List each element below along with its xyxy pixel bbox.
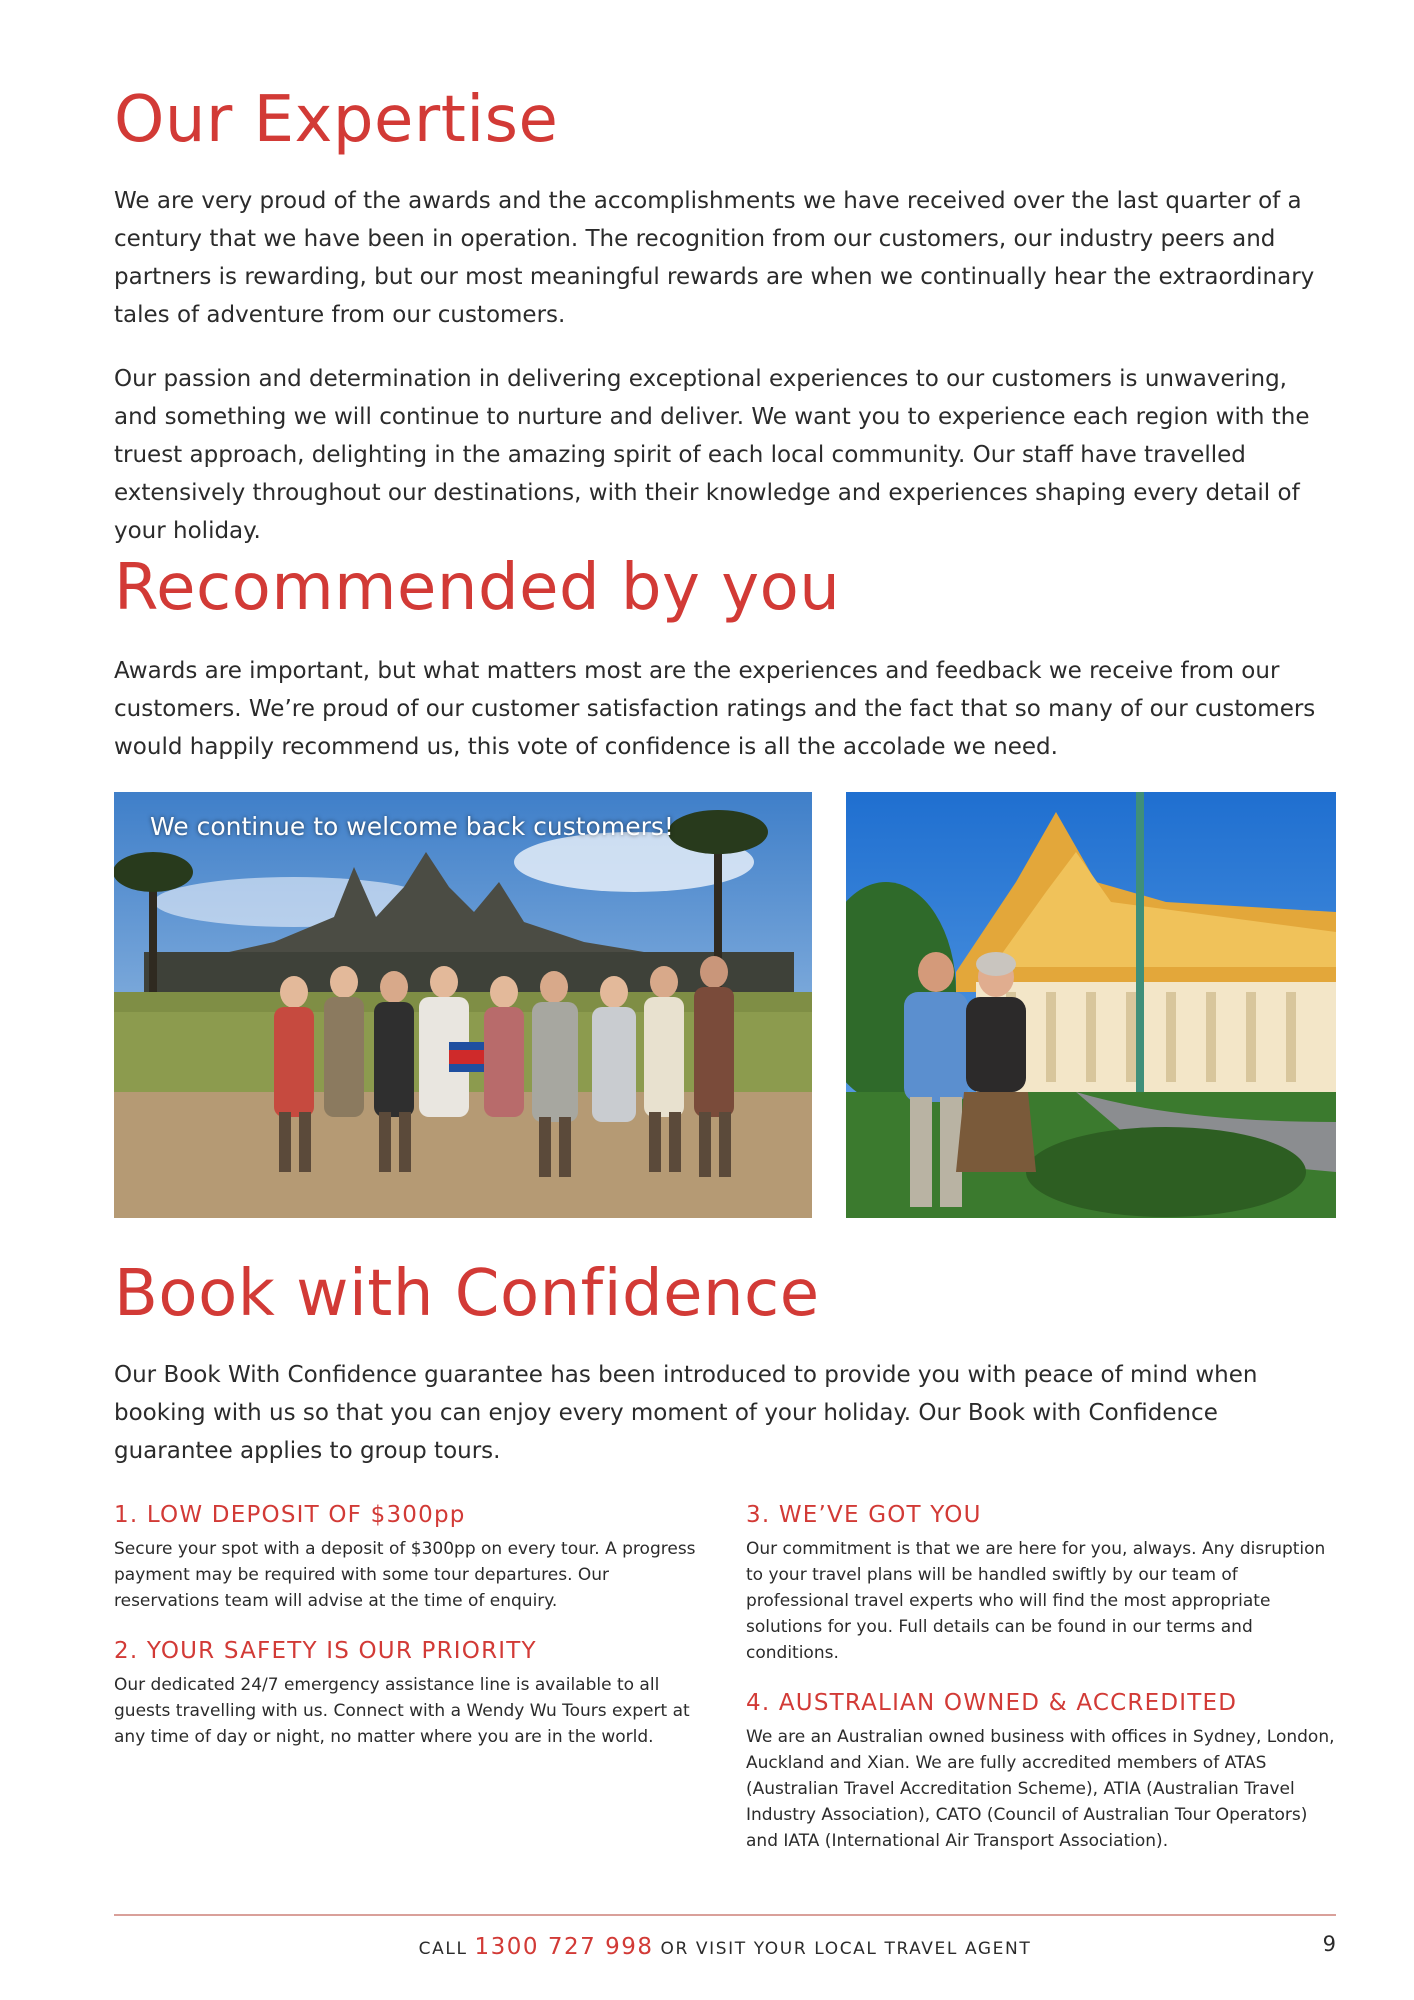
expertise-paragraph-2: Our passion and determination in delivering exceptional experiences to our customers is unwavering, and something we will continue to nurture and deliver. We want you to experience each region with the truest approach, delighting in the amazing spirit of each local community. Our staff have travelled extensively throughout our destinations, with their knowledge and experiences shaping every detail of your holiday.	[114, 366, 1310, 544]
footer-visit-label: OR VISIT YOUR LOCAL TRAVEL AGENT	[660, 1939, 1032, 1959]
footer-contact	[114, 1934, 1336, 1960]
guarantee-1-text: Secure your spot with a deposit of $300pp on every tour. A progress payment may be required with some tour departures. Our reservations team will advise at the time of enquiry.	[114, 1539, 696, 1611]
heading-book-with-confidence: Book with Confidence	[114, 1257, 820, 1331]
footer-call-label: CALL	[418, 1939, 468, 1959]
couple-palace-photo	[846, 792, 1336, 1218]
confidence-paragraph: Our Book With Confidence guarantee has been introduced to provide you with peace of mind when booking with us so that you can enjoy every moment of your holiday. Our Book with Confidence guarantee applies to group tours.	[114, 1362, 1258, 1464]
guarantee-column-left	[114, 1500, 704, 1772]
guarantee-4-text: We are an Australian owned business with offices in Sydney, London, Auckland and Xian. We are fully accredited members of ATAS (Australian Travel Accreditation Scheme), ATIA (Australian Travel Industry Association), CATO (Council of Australian Tour Operators) and IATA (International Air Transport Association).	[746, 1727, 1335, 1851]
couple-palace-photo-image	[846, 792, 1336, 1218]
guarantee-1-title: 1. LOW DEPOSIT OF $300pp	[114, 1502, 466, 1528]
recommended-paragraph: Awards are important, but what matters most are the experiences and feedback we receive from our customers. We’re proud of our customer satisfaction ratings and the fact that so many of our customers would happily recommend us, this vote of confidence is all the accolade we need.	[114, 658, 1316, 760]
footer-divider	[114, 1914, 1336, 1916]
brochure-page	[114, 0, 1336, 2000]
heading-our-expertise: Our Expertise	[114, 83, 559, 157]
guarantee-column-right	[746, 1500, 1336, 1876]
guarantee-3-title: 3. WE’VE GOT YOU	[746, 1502, 982, 1528]
footer-phone-number[interactable]: 1300 727 998	[474, 1934, 654, 1960]
group-tour-photo-image	[114, 792, 812, 1218]
group-tour-photo	[114, 792, 812, 1218]
guarantee-2-title: 2. YOUR SAFETY IS OUR PRIORITY	[114, 1638, 537, 1664]
guarantee-3-text: Our commitment is that we are here for you, always. Any disruption to your travel plans will be handled swiftly by our team of professional travel experts who will find the most appropriate solutions for you. Full details can be found in our terms and conditions.	[746, 1539, 1326, 1663]
expertise-paragraph-1: We are very proud of the awards and the accomplishments we have received over the last quarter of a century that we have been in operation. The recognition from our customers, our industry peers and partners is rewarding, but our most meaningful rewards are when we continually hear the extraordinary tales of adventure from our customers.	[114, 188, 1315, 328]
guarantee-2-text: Our dedicated 24/7 emergency assistance line is available to all guests travelling with us. Connect with a Wendy Wu Tours expert at any time of day or night, no matter where you are in the world.	[114, 1675, 690, 1747]
guarantee-4-title: 4. AUSTRALIAN OWNED & ACCREDITED	[746, 1690, 1238, 1716]
page-number: 9	[1322, 1932, 1336, 1956]
heading-recommended-by-you: Recommended by you	[114, 551, 841, 625]
photo-caption: We continue to welcome back customers!	[150, 812, 674, 841]
